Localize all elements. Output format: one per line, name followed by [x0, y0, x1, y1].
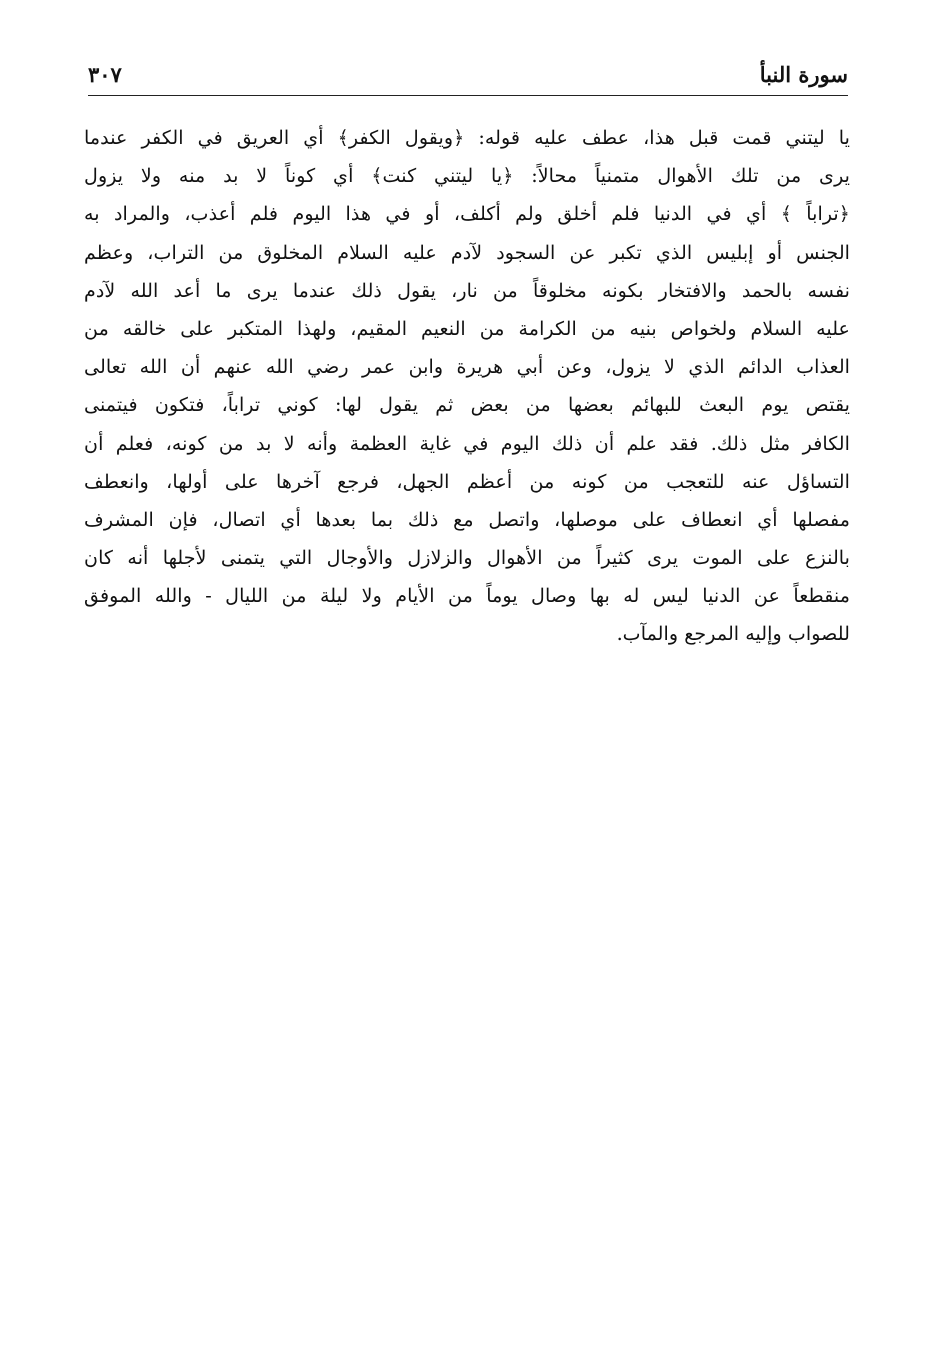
header-divider — [88, 95, 848, 96]
text-line: يا ليتني قمت قبل هذا، عطف عليه قوله: ﴿ويقول الكفر﴾ أي العريق في الكفر عندما — [84, 126, 850, 149]
page-number: ٣٠٧ — [88, 62, 122, 87]
text-line: العذاب الدائم الذي لا يزول، وعن أبي هريرة وابن عمر رضي الله عنهم أن الله تعالى — [84, 355, 850, 379]
text-line: بالنزع على الموت يرى كثيراً من الأهوال والزلازل والأوجال التي يتمنى لأجلها أنه كان — [84, 546, 850, 570]
text-line: التساؤل عنه للتعجب من كونه من أعظم الجهل، فرجع آخرها على أولها، وانعطف — [84, 469, 850, 493]
body-text — [84, 119, 850, 654]
text-line: منقطعاً عن الدنيا ليس له بها وصال يوماً من الأيام ولا ليلة من الليال - والله الموفق — [84, 584, 850, 608]
text-line: عليه السلام ولخواص بنيه من الكرامة من النعيم المقيم، ولهذا المتكبر على خالقه من — [84, 316, 850, 340]
text-line: مفصلها أي انعطاف على موصلها، واتصل مع ذلك بما بعدها أي اتصال، فإن المشرف — [84, 507, 850, 531]
text-line: الجنس أو إبليس الذي تكبر عن السجود لآدم عليه السلام المخلوق من التراب، وعظم — [84, 240, 850, 264]
text-line: الكافر مثل ذلك. فقد علم أن ذلك اليوم في غاية العظمة وأنه لا بد من كونه، فعلم أن — [84, 431, 850, 455]
text-line: يقتص يوم البعث للبهائم بعضها من بعض ثم يقول لها: كوني تراباً، فتكون فيتمنى — [84, 393, 850, 417]
page-header — [88, 58, 848, 96]
text-line: للصواب وإليه المرجع والمآب. — [616, 622, 850, 646]
text-line: ﴿تراباً ﴾ أي في الدنيا فلم أخلق ولم أكلف، أو في هذا اليوم فلم أعذب، والمراد به — [84, 202, 850, 226]
text-line: يرى من تلك الأهوال متمنياً محالاً: ﴿يا ليتني كنت﴾ أي كوناً لا بد منه ولا يزول — [84, 164, 850, 188]
text-line: نفسه بالحمد والافتخار بكونه مخلوقاً من نار، يقول ذلك عندما يرى ما أعد الله لآدم — [84, 278, 850, 302]
surah-title: سورة النبأ — [759, 62, 848, 87]
